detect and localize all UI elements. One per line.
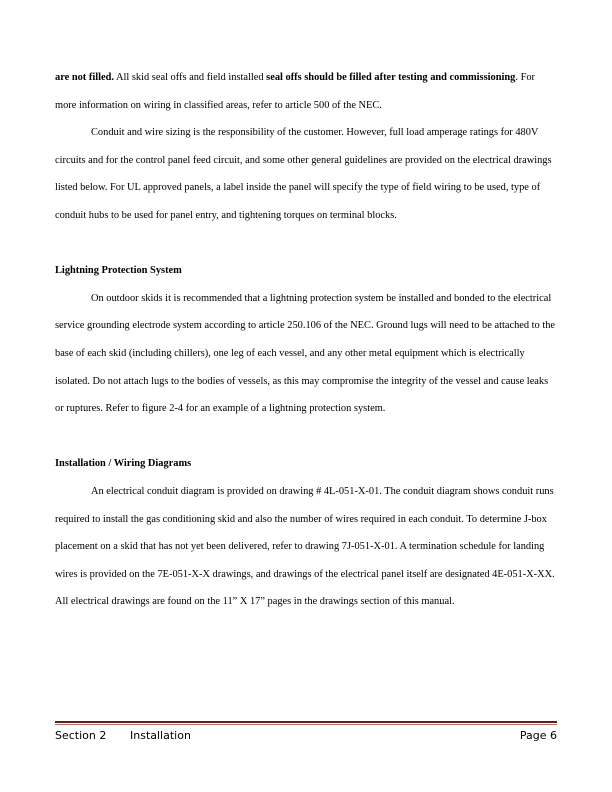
bold-text-not-filled: are not filled. <box>55 72 114 83</box>
footer-page-number: Page 6 <box>519 729 557 742</box>
heading-lightning-protection: Lightning Protection System <box>55 265 182 277</box>
paragraph-lightning-protection: On outdoor skids it is recommended that a lightning protection system be installed and bonded to the electrical service grounding electrode system according to article 250.106 of the NEC. Ground lugs will need to be attached to the base of each skid (including chillers), one leg of each vessel, and any other metal equipment which is electrically isolated. Do not attach lugs to the bodies of vessels, as this may compromise the integrity of the vessel and cause leaks or ruptures. Refer to figure 2-4 for an example of a lightning protection system. <box>55 292 556 415</box>
spacer <box>55 423 557 451</box>
page-footer <box>55 728 557 744</box>
spacer <box>55 230 557 258</box>
paragraph-wiring-diagrams: An electrical conduit diagram is provided on drawing # 4L-051-X-01. The conduit diagram shows conduit runs required to install the gas conditioning skid and also the number of wires required in each conduit. To determine J-box placement on a skid that has not yet been delivered, refer to drawing 7J-051-X-01. A termination schedule for landing wires is provided on the 7E-051-X-X drawings, and drawings of the electrical panel itself are designated 4E-051-X-XX. All electrical drawings are found on the 11” X 17” pages in the drawings section of this manual. <box>55 485 555 608</box>
bold-text-seal-offs: seal offs should be filled after testing and commissioning <box>266 72 516 83</box>
footer-rule-light <box>55 724 557 725</box>
paragraph-conduit-sizing: Conduit and wire sizing is the responsibility of the customer. However, full load amperage ratings for 480V circuits and for the control panel feed circuit, and some other general guidelines are provided on the electrical drawings listed below. For UL approved panels, a label inside the panel will specify the type of field wiring to be used, type of conduit hubs to be used for panel entry, and tightening torques on terminal blocks. <box>55 127 552 221</box>
footer-rule-dark <box>55 721 557 723</box>
page-body <box>55 64 557 616</box>
footer-section-name: Installation <box>130 729 191 742</box>
paragraph-text: All skid seal offs and field installed <box>113 72 267 83</box>
heading-wiring-diagrams: Installation / Wiring Diagrams <box>55 458 192 470</box>
paragraph-seal-offs <box>55 64 557 119</box>
footer-section: Section 2 <box>55 729 107 742</box>
paragraph-text: . For more information on wiring in classified areas, refer to article 500 of the NEC. <box>55 72 536 111</box>
